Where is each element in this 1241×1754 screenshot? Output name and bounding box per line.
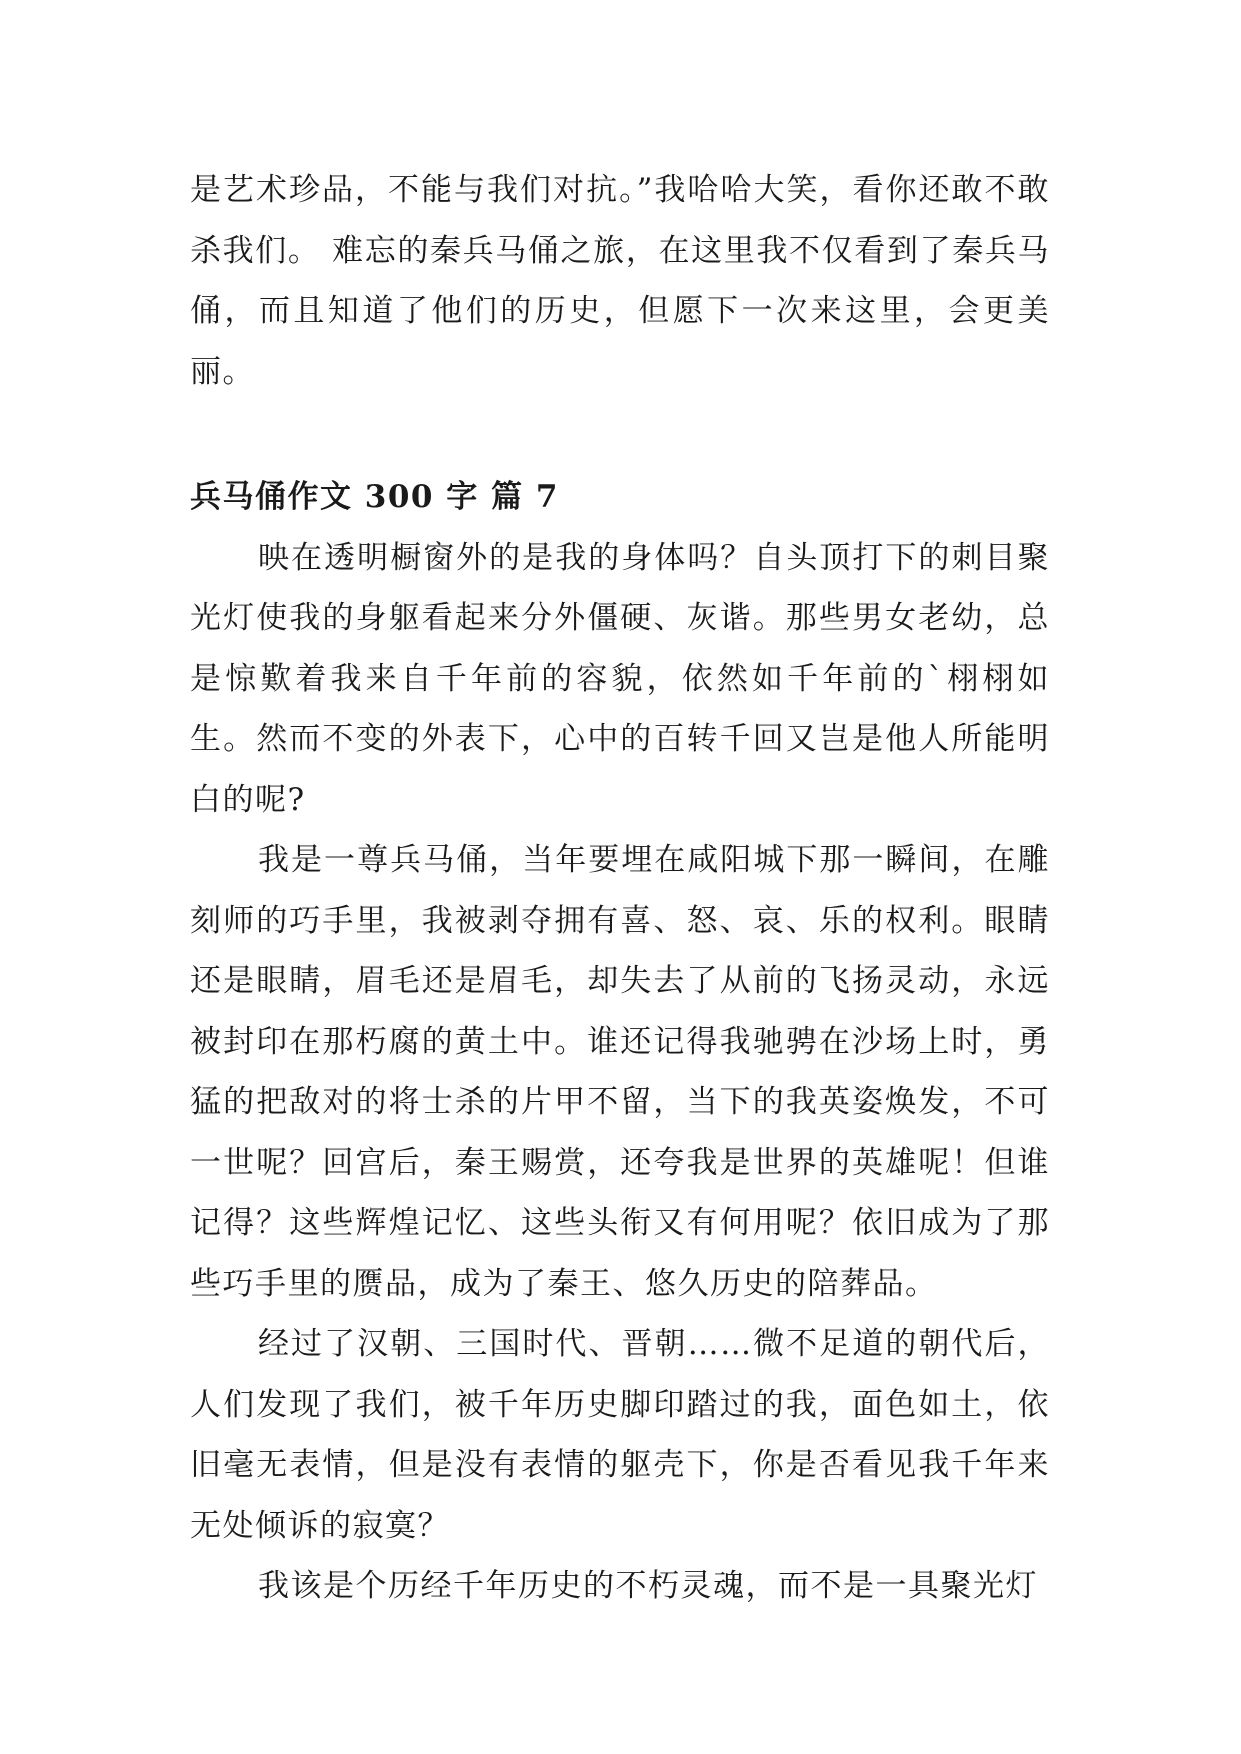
body-paragraph: 我该是个历经千年历史的不朽灵魂，而不是一具聚光灯 [258, 1568, 1038, 1604]
body-paragraph: 我是一尊兵马俑，当年要埋在咸阳城下那一瞬间，在雕刻师的巧手里，我被剥夺拥有喜、怒、哀、乐的权利。眼睛还是眼睛，眉毛还是眉毛，却失去了从前的飞扬灵动，永远被封印在那朽腐的黄土中。谁还记得我驰骋在沙场上时，勇猛的把敌对的将士杀的片甲不留，当下的我英姿焕发，不可一世呢？回宫后，秦王赐赏，还夸我是世界的英雄呢！但谁记得？这些辉煌记忆、这些头衔又有何用呢？依旧成为了那些巧手里的赝品，成为了秦王、悠久历史的陪葬品。 [190, 842, 1050, 1302]
intro-paragraph: 是艺术珍品，不能与我们对抗。”我哈哈大笑，看你还敢不敢杀我们。 难忘的秦兵马俑之旅，在这里我不仅看到了秦兵马俑，而且知道了他们的历史，但愿下一次来这里，会更美丽。 [190, 172, 1050, 390]
document-page [190, 160, 1050, 1617]
body-paragraph: 经过了汉朝、三国时代、晋朝……微不足道的朝代后，人们发现了我们，被千年历史脚印踏过的我，面色如土，依旧毫无表情，但是没有表情的躯壳下，你是否看见我千年来无处倾诉的寂寞？ [190, 1326, 1050, 1544]
body-paragraph: 映在透明橱窗外的是我的身体吗？自头顶打下的刺目聚光灯使我的身躯看起来分外僵硬、灰谐。那些男女老幼，总是惊歎着我来自千年前的容貌，依然如千年前的`栩栩如生。然而不变的外表下，心中的百转千回又岂是他人所能明白的呢? [190, 539, 1050, 818]
section-title: 兵马俑作文 300 字 篇 7 [190, 479, 559, 515]
